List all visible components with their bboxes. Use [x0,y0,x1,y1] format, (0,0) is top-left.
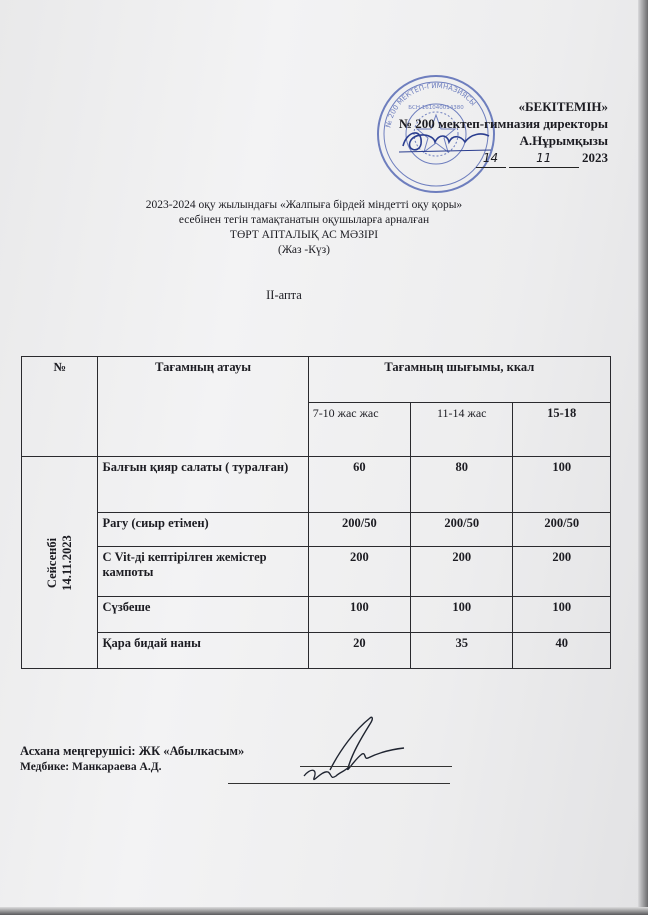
value-11-14: 200 [411,547,513,597]
value-7-10: 60 [308,457,410,513]
approval-month: 11 [509,150,579,168]
footer-nurse: Медбике: Манкараева А.Д. [20,761,162,773]
document-header [0,198,648,258]
day-cell [22,457,98,669]
page-edge-right [638,0,648,915]
value-7-10: 200 [308,547,410,597]
age-header-11-14: 11-14 жас [411,403,513,457]
age-header-15-18: 15-18 [513,403,611,457]
day-name: Сейсенбі [44,537,59,588]
col-header-number: № [22,357,98,457]
stamp-arc-text: № 200 МЕКТЕП-ГИМНАЗИЯСЫ [384,81,478,129]
table-row [22,597,611,633]
approval-title: «БЕКІТЕМІН» [518,99,608,114]
col-header-dish: Тағамның атауы [98,357,308,457]
dish-name: Қара бидай наны [98,633,308,669]
menu-table [21,356,611,669]
table-row [22,633,611,669]
col-header-output: Тағамның шығымы, ккал [308,357,610,403]
approval-name: А.Нұрымқызы [519,133,608,148]
header-title: ТӨРТ АПТАЛЫҚ АС МӘЗІРІ [229,229,379,241]
signature-line-2 [228,783,450,784]
week-label: ІІ-апта [266,288,302,302]
value-11-14: 200/50 [411,513,513,547]
footer-block [20,743,244,775]
value-7-10: 200/50 [308,513,410,547]
page-edge-bottom [0,907,648,915]
approval-org: № 200 мектеп-гимназия директоры [398,116,608,131]
day-date: 14.11.2023 [59,534,74,591]
table-row [22,547,611,597]
value-15-18: 200 [513,547,611,597]
value-15-18: 100 [513,597,611,633]
age-header-7-10: 7-10 жас жас [308,403,410,457]
header-line-2: есебінен тегін тамақтанатын оқушыларға арналған [178,214,430,226]
approval-day: 14 [476,150,506,168]
table-row [22,513,611,547]
approval-block [399,98,608,168]
footer-head-cook: Асхана меңгерушісі: ЖК «Абылкасым» [20,744,245,758]
dish-name: Балғын қияр салаты ( туралған) [98,457,308,513]
value-11-14: 35 [411,633,513,669]
stamp-bin-text: БСН 161040014380 [408,105,464,111]
dish-name: С Vit-ді кептірілген жемістер кампоты [98,547,308,597]
value-11-14: 80 [411,457,513,513]
footer-signatures [300,710,410,790]
value-15-18: 100 [513,457,611,513]
value-7-10: 20 [308,633,410,669]
dish-name: Рагу (сиыр етімен) [98,513,308,547]
header-season: (Жаз -Күз) [278,244,330,256]
header-line-1: 2023-2024 оқу жылындағы «Жалпыға бірдей міндетті оқу қоры» [145,199,463,211]
value-7-10: 100 [308,597,410,633]
dish-name: Сүзбеше [98,597,308,633]
approval-year: 2023 [582,150,608,165]
value-15-18: 200/50 [513,513,611,547]
value-15-18: 40 [513,633,611,669]
value-11-14: 100 [411,597,513,633]
approval-date [476,149,609,168]
table-row [22,457,611,513]
signature-line-1 [300,766,452,767]
